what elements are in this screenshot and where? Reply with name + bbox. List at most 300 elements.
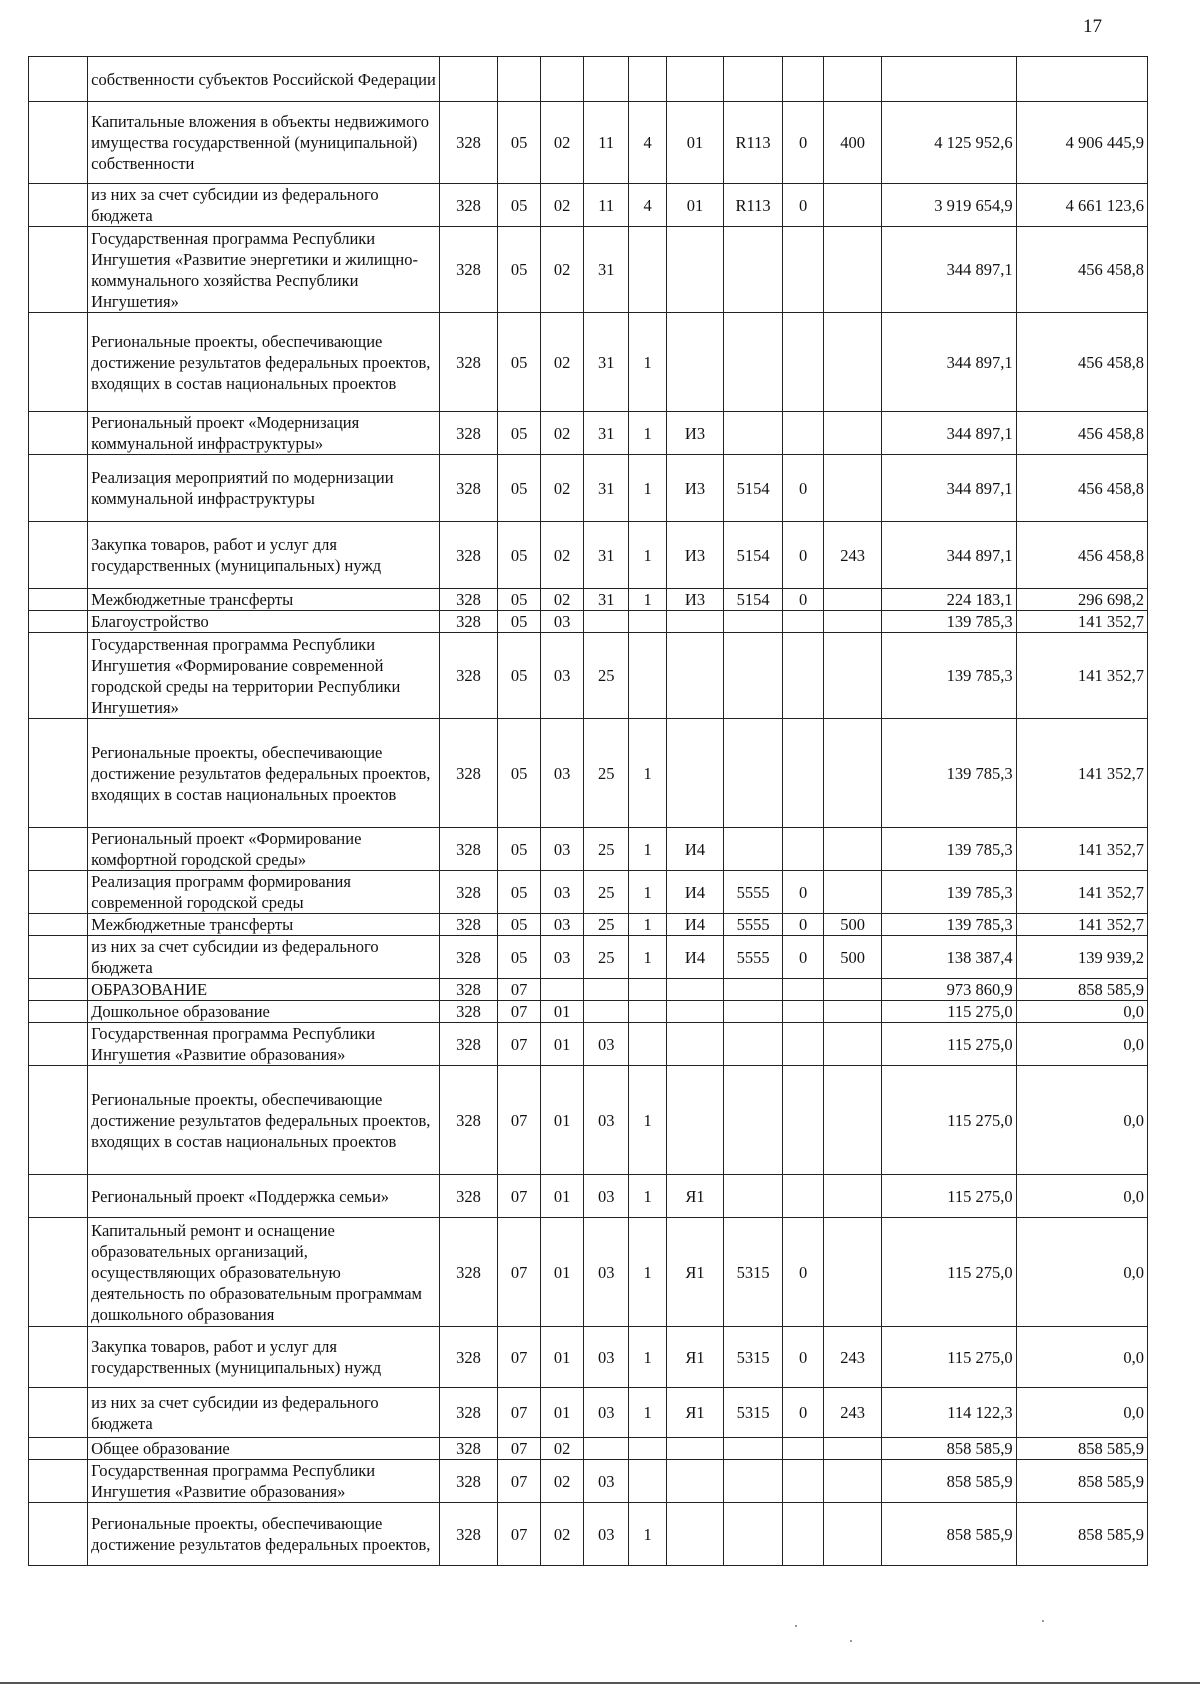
code-cell-c3: 01 <box>541 1388 584 1438</box>
code-cell-c6: Я1 <box>667 1175 724 1218</box>
code-cell-c9: 243 <box>824 522 882 589</box>
code-cell-c3: 01 <box>541 1001 584 1023</box>
code-cell-c5: 4 <box>629 102 667 184</box>
code-cell-c6 <box>667 1066 724 1175</box>
code-cell-c7: R113 <box>724 102 783 184</box>
code-cell-c4: 03 <box>584 1023 629 1066</box>
code-cell-c2: 05 <box>498 102 541 184</box>
amount-cell-year-1: 115 275,0 <box>882 1023 1016 1066</box>
amount-cell-year-2: 296 698,2 <box>1016 589 1147 611</box>
amount-cell-year-1: 139 785,3 <box>882 719 1016 828</box>
item-name-cell: Государственная программа Республики Ингушетия «Формирование современной городской среды на территории Республики Ингушетия» <box>88 633 440 719</box>
code-cell-c7: 5315 <box>724 1218 783 1327</box>
item-name-cell: Благоустройство <box>88 611 440 633</box>
item-name-cell: Региональные проекты, обеспечивающие достижение результатов федеральных проектов, входящих в состав национальных проектов <box>88 1066 440 1175</box>
code-cell-c4: 03 <box>584 1218 629 1327</box>
row-number-cell <box>29 455 88 522</box>
item-name-cell: Реализация программ формирования современной городской среды <box>88 871 440 914</box>
code-cell-c5: 1 <box>629 1175 667 1218</box>
item-name-cell: Капитальный ремонт и оснащение образовательных организаций, осуществляющих образовательную деятельность по образовательным программам дошкольного образования <box>88 1218 440 1327</box>
table-row <box>29 1438 1148 1460</box>
code-cell-c7: 5315 <box>724 1388 783 1438</box>
code-cell-c9 <box>824 979 882 1001</box>
code-cell-c8 <box>783 1503 824 1566</box>
table-row <box>29 102 1148 184</box>
code-cell-c9 <box>824 633 882 719</box>
table-row <box>29 1023 1148 1066</box>
amount-cell-year-1: 115 275,0 <box>882 1327 1016 1388</box>
table-row <box>29 936 1148 979</box>
code-cell-c3: 01 <box>541 1175 584 1218</box>
row-number-cell <box>29 1218 88 1327</box>
code-cell-c7: 5154 <box>724 589 783 611</box>
amount-cell-year-1: 344 897,1 <box>882 227 1016 313</box>
code-cell-c9 <box>824 455 882 522</box>
amount-cell-year-2: 141 352,7 <box>1016 871 1147 914</box>
amount-cell-year-1: 138 387,4 <box>882 936 1016 979</box>
table-row <box>29 1388 1148 1438</box>
code-cell-c5: 1 <box>629 936 667 979</box>
table-row <box>29 633 1148 719</box>
row-number-cell <box>29 1438 88 1460</box>
amount-cell-year-1: 114 122,3 <box>882 1388 1016 1438</box>
code-cell-c4 <box>584 1438 629 1460</box>
code-cell-c8: 0 <box>783 1388 824 1438</box>
code-cell-c2: 07 <box>498 1175 541 1218</box>
code-cell-c7 <box>724 57 783 102</box>
code-cell-c9: 400 <box>824 102 882 184</box>
code-cell-c5 <box>629 1001 667 1023</box>
scan-speck <box>795 1625 797 1627</box>
code-cell-c8 <box>783 1001 824 1023</box>
item-name-cell: Межбюджетные трансферты <box>88 589 440 611</box>
code-cell-c5: 1 <box>629 455 667 522</box>
amount-cell-year-2: 858 585,9 <box>1016 979 1147 1001</box>
code-cell-c5 <box>629 633 667 719</box>
code-cell-c7 <box>724 412 783 455</box>
row-number-cell <box>29 102 88 184</box>
item-name-cell: Общее образование <box>88 1438 440 1460</box>
code-cell-c8: 0 <box>783 589 824 611</box>
amount-cell-year-1: 115 275,0 <box>882 1175 1016 1218</box>
code-cell-c4: 11 <box>584 184 629 227</box>
code-cell-c5: 1 <box>629 828 667 871</box>
amount-cell-year-2: 141 352,7 <box>1016 633 1147 719</box>
code-cell-c6: И4 <box>667 914 724 936</box>
table-row <box>29 1460 1148 1503</box>
code-cell-c1: 328 <box>440 1023 498 1066</box>
item-name-cell: Государственная программа Республики Ингушетия «Развитие энергетики и жилищно-коммунального хозяйства Республики Ингушетия» <box>88 227 440 313</box>
code-cell-c4: 25 <box>584 633 629 719</box>
code-cell-c3: 02 <box>541 313 584 412</box>
row-number-cell <box>29 979 88 1001</box>
code-cell-c1: 328 <box>440 455 498 522</box>
code-cell-c4: 03 <box>584 1388 629 1438</box>
code-cell-c8 <box>783 719 824 828</box>
code-cell-c3: 02 <box>541 412 584 455</box>
code-cell-c2: 05 <box>498 184 541 227</box>
item-name-cell: Региональный проект «Модернизация коммунальной инфраструктуры» <box>88 412 440 455</box>
page-number: 17 <box>1083 16 1102 37</box>
code-cell-c9 <box>824 1066 882 1175</box>
code-cell-c9 <box>824 871 882 914</box>
table-row <box>29 611 1148 633</box>
code-cell-c6: И3 <box>667 412 724 455</box>
code-cell-c2: 05 <box>498 412 541 455</box>
amount-cell-year-2: 0,0 <box>1016 1066 1147 1175</box>
code-cell-c8 <box>783 313 824 412</box>
amount-cell-year-1: 344 897,1 <box>882 455 1016 522</box>
amount-cell-year-1: 858 585,9 <box>882 1438 1016 1460</box>
amount-cell-year-1: 858 585,9 <box>882 1460 1016 1503</box>
amount-cell-year-2: 141 352,7 <box>1016 611 1147 633</box>
row-number-cell <box>29 227 88 313</box>
code-cell-c3: 03 <box>541 611 584 633</box>
amount-cell-year-1: 344 897,1 <box>882 412 1016 455</box>
code-cell-c1: 328 <box>440 633 498 719</box>
scan-speck <box>850 1640 852 1642</box>
code-cell-c3 <box>541 57 584 102</box>
item-name-cell: Региональные проекты, обеспечивающие достижение результатов федеральных проектов, <box>88 1503 440 1566</box>
amount-cell-year-1: 139 785,3 <box>882 633 1016 719</box>
row-number-cell <box>29 57 88 102</box>
item-name-cell: Закупка товаров, работ и услуг для государственных (муниципальных) нужд <box>88 522 440 589</box>
row-number-cell <box>29 1327 88 1388</box>
code-cell-c1: 328 <box>440 522 498 589</box>
amount-cell-year-2: 858 585,9 <box>1016 1438 1147 1460</box>
code-cell-c4: 31 <box>584 589 629 611</box>
code-cell-c7 <box>724 227 783 313</box>
table-row <box>29 184 1148 227</box>
code-cell-c6: 01 <box>667 102 724 184</box>
code-cell-c6: И4 <box>667 871 724 914</box>
code-cell-c7 <box>724 1503 783 1566</box>
amount-cell-year-2: 4 906 445,9 <box>1016 102 1147 184</box>
code-cell-c9 <box>824 412 882 455</box>
code-cell-c5 <box>629 979 667 1001</box>
table-row <box>29 455 1148 522</box>
code-cell-c4: 31 <box>584 455 629 522</box>
table-body <box>29 57 1148 1566</box>
code-cell-c8 <box>783 1438 824 1460</box>
code-cell-c8: 0 <box>783 522 824 589</box>
code-cell-c5: 1 <box>629 1066 667 1175</box>
code-cell-c9 <box>824 1001 882 1023</box>
code-cell-c1: 328 <box>440 914 498 936</box>
code-cell-c2: 07 <box>498 1503 541 1566</box>
code-cell-c7: 5555 <box>724 914 783 936</box>
code-cell-c4: 03 <box>584 1503 629 1566</box>
code-cell-c5: 1 <box>629 412 667 455</box>
code-cell-c4: 25 <box>584 871 629 914</box>
item-name-cell: Региональный проект «Поддержка семьи» <box>88 1175 440 1218</box>
code-cell-c4: 03 <box>584 1327 629 1388</box>
row-number-cell <box>29 412 88 455</box>
row-number-cell <box>29 1503 88 1566</box>
amount-cell-year-1: 139 785,3 <box>882 828 1016 871</box>
code-cell-c5 <box>629 1438 667 1460</box>
amount-cell-year-1: 344 897,1 <box>882 522 1016 589</box>
code-cell-c3: 02 <box>541 184 584 227</box>
code-cell-c2: 07 <box>498 979 541 1001</box>
amount-cell-year-2: 4 661 123,6 <box>1016 184 1147 227</box>
code-cell-c2: 05 <box>498 828 541 871</box>
code-cell-c4: 25 <box>584 719 629 828</box>
code-cell-c1: 328 <box>440 227 498 313</box>
code-cell-c9 <box>824 57 882 102</box>
code-cell-c1: 328 <box>440 412 498 455</box>
code-cell-c2: 07 <box>498 1218 541 1327</box>
code-cell-c1: 328 <box>440 1218 498 1327</box>
code-cell-c7 <box>724 633 783 719</box>
code-cell-c5 <box>629 1460 667 1503</box>
code-cell-c2: 05 <box>498 455 541 522</box>
code-cell-c8: 0 <box>783 871 824 914</box>
item-name-cell: из них за счет субсидии из федерального бюджета <box>88 1388 440 1438</box>
code-cell-c7 <box>724 1460 783 1503</box>
code-cell-c1: 328 <box>440 1438 498 1460</box>
code-cell-c4: 03 <box>584 1175 629 1218</box>
code-cell-c6: И3 <box>667 455 724 522</box>
amount-cell-year-2: 858 585,9 <box>1016 1460 1147 1503</box>
code-cell-c8: 0 <box>783 1327 824 1388</box>
code-cell-c9 <box>824 227 882 313</box>
table-row <box>29 227 1148 313</box>
code-cell-c6 <box>667 1023 724 1066</box>
code-cell-c4: 25 <box>584 936 629 979</box>
item-name-cell: собственности субъектов Российской Федерации <box>88 57 440 102</box>
row-number-cell <box>29 633 88 719</box>
code-cell-c2: 05 <box>498 522 541 589</box>
code-cell-c3: 01 <box>541 1327 584 1388</box>
code-cell-c1: 328 <box>440 611 498 633</box>
item-name-cell: Государственная программа Республики Ингушетия «Развитие образования» <box>88 1460 440 1503</box>
table-row <box>29 1503 1148 1566</box>
item-name-cell: Региональные проекты, обеспечивающие достижение результатов федеральных проектов, входящих в состав национальных проектов <box>88 719 440 828</box>
row-number-cell <box>29 1175 88 1218</box>
code-cell-c8: 0 <box>783 184 824 227</box>
code-cell-c9 <box>824 1438 882 1460</box>
table-row <box>29 412 1148 455</box>
code-cell-c3: 02 <box>541 455 584 522</box>
code-cell-c3: 02 <box>541 522 584 589</box>
table-row <box>29 522 1148 589</box>
code-cell-c1: 328 <box>440 871 498 914</box>
code-cell-c5 <box>629 57 667 102</box>
amount-cell-year-2: 141 352,7 <box>1016 828 1147 871</box>
code-cell-c8 <box>783 633 824 719</box>
code-cell-c6: 01 <box>667 184 724 227</box>
code-cell-c1: 328 <box>440 1066 498 1175</box>
item-name-cell: Реализация мероприятий по модернизации коммунальной инфраструктуры <box>88 455 440 522</box>
code-cell-c8 <box>783 1023 824 1066</box>
code-cell-c3: 02 <box>541 589 584 611</box>
code-cell-c2: 05 <box>498 313 541 412</box>
code-cell-c8: 0 <box>783 1218 824 1327</box>
code-cell-c7 <box>724 719 783 828</box>
code-cell-c6 <box>667 1460 724 1503</box>
code-cell-c7 <box>724 1438 783 1460</box>
code-cell-c1: 328 <box>440 1388 498 1438</box>
code-cell-c8: 0 <box>783 914 824 936</box>
amount-cell-year-2 <box>1016 57 1147 102</box>
code-cell-c1: 328 <box>440 1327 498 1388</box>
item-name-cell: Закупка товаров, работ и услуг для государственных (муниципальных) нужд <box>88 1327 440 1388</box>
item-name-cell: из них за счет субсидии из федерального бюджета <box>88 184 440 227</box>
code-cell-c1: 328 <box>440 102 498 184</box>
amount-cell-year-1: 115 275,0 <box>882 1001 1016 1023</box>
code-cell-c4 <box>584 979 629 1001</box>
code-cell-c9: 243 <box>824 1388 882 1438</box>
code-cell-c5: 4 <box>629 184 667 227</box>
table-row <box>29 1066 1148 1175</box>
code-cell-c2: 05 <box>498 589 541 611</box>
row-number-cell <box>29 1388 88 1438</box>
code-cell-c3: 02 <box>541 102 584 184</box>
code-cell-c9: 243 <box>824 1327 882 1388</box>
amount-cell-year-2: 141 352,7 <box>1016 719 1147 828</box>
code-cell-c5: 1 <box>629 313 667 412</box>
code-cell-c1: 328 <box>440 1503 498 1566</box>
code-cell-c3: 01 <box>541 1023 584 1066</box>
code-cell-c7 <box>724 828 783 871</box>
code-cell-c6: Я1 <box>667 1218 724 1327</box>
code-cell-c5: 1 <box>629 871 667 914</box>
amount-cell-year-2: 456 458,8 <box>1016 227 1147 313</box>
amount-cell-year-2: 456 458,8 <box>1016 522 1147 589</box>
code-cell-c6 <box>667 57 724 102</box>
code-cell-c3: 03 <box>541 828 584 871</box>
item-name-cell: Региональные проекты, обеспечивающие достижение результатов федеральных проектов, входящих в состав национальных проектов <box>88 313 440 412</box>
amount-cell-year-2: 0,0 <box>1016 1023 1147 1066</box>
amount-cell-year-1: 139 785,3 <box>882 611 1016 633</box>
amount-cell-year-1: 858 585,9 <box>882 1503 1016 1566</box>
row-number-cell <box>29 589 88 611</box>
code-cell-c1: 328 <box>440 313 498 412</box>
code-cell-c7 <box>724 1066 783 1175</box>
row-number-cell <box>29 611 88 633</box>
code-cell-c8 <box>783 979 824 1001</box>
table-row <box>29 313 1148 412</box>
code-cell-c1: 328 <box>440 828 498 871</box>
code-cell-c3: 03 <box>541 936 584 979</box>
code-cell-c7 <box>724 1175 783 1218</box>
table-row <box>29 1218 1148 1327</box>
code-cell-c7: R113 <box>724 184 783 227</box>
code-cell-c9 <box>824 1460 882 1503</box>
code-cell-c7 <box>724 313 783 412</box>
code-cell-c5: 1 <box>629 719 667 828</box>
table-row <box>29 1001 1148 1023</box>
row-number-cell <box>29 719 88 828</box>
amount-cell-year-2: 141 352,7 <box>1016 914 1147 936</box>
code-cell-c6 <box>667 1438 724 1460</box>
budget-table <box>28 56 1148 1566</box>
code-cell-c3: 03 <box>541 633 584 719</box>
item-name-cell: Дошкольное образование <box>88 1001 440 1023</box>
table-row <box>29 871 1148 914</box>
amount-cell-year-2: 0,0 <box>1016 1388 1147 1438</box>
code-cell-c8 <box>783 1175 824 1218</box>
code-cell-c6 <box>667 227 724 313</box>
code-cell-c9 <box>824 589 882 611</box>
code-cell-c5: 1 <box>629 1388 667 1438</box>
code-cell-c9 <box>824 611 882 633</box>
code-cell-c2: 07 <box>498 1066 541 1175</box>
code-cell-c5: 1 <box>629 589 667 611</box>
code-cell-c2: 05 <box>498 611 541 633</box>
code-cell-c8: 0 <box>783 936 824 979</box>
code-cell-c3: 02 <box>541 1460 584 1503</box>
code-cell-c5 <box>629 1023 667 1066</box>
code-cell-c6: И3 <box>667 589 724 611</box>
code-cell-c2: 05 <box>498 719 541 828</box>
amount-cell-year-1: 139 785,3 <box>882 871 1016 914</box>
amount-cell-year-1: 115 275,0 <box>882 1218 1016 1327</box>
row-number-cell <box>29 871 88 914</box>
code-cell-c7: 5154 <box>724 455 783 522</box>
code-cell-c5: 1 <box>629 1327 667 1388</box>
table-row <box>29 719 1148 828</box>
code-cell-c2: 07 <box>498 1438 541 1460</box>
item-name-cell: из них за счет субсидии из федерального бюджета <box>88 936 440 979</box>
table-row <box>29 828 1148 871</box>
code-cell-c6 <box>667 1001 724 1023</box>
code-cell-c7: 5154 <box>724 522 783 589</box>
code-cell-c4: 11 <box>584 102 629 184</box>
table-row <box>29 589 1148 611</box>
code-cell-c3: 02 <box>541 227 584 313</box>
amount-cell-year-1: 973 860,9 <box>882 979 1016 1001</box>
code-cell-c9 <box>824 1218 882 1327</box>
code-cell-c3: 01 <box>541 1218 584 1327</box>
item-name-cell: ОБРАЗОВАНИЕ <box>88 979 440 1001</box>
code-cell-c2 <box>498 57 541 102</box>
amount-cell-year-2: 0,0 <box>1016 1001 1147 1023</box>
amount-cell-year-2: 139 939,2 <box>1016 936 1147 979</box>
code-cell-c5: 1 <box>629 914 667 936</box>
scan-speck <box>1042 1620 1044 1622</box>
row-number-cell <box>29 1460 88 1503</box>
code-cell-c4: 31 <box>584 313 629 412</box>
code-cell-c2: 07 <box>498 1001 541 1023</box>
table-row <box>29 979 1148 1001</box>
code-cell-c1: 328 <box>440 1175 498 1218</box>
code-cell-c4 <box>584 1001 629 1023</box>
code-cell-c5 <box>629 227 667 313</box>
code-cell-c6: Я1 <box>667 1327 724 1388</box>
code-cell-c5: 1 <box>629 1218 667 1327</box>
code-cell-c6: И3 <box>667 522 724 589</box>
code-cell-c2: 05 <box>498 633 541 719</box>
code-cell-c5 <box>629 611 667 633</box>
code-cell-c9 <box>824 719 882 828</box>
amount-cell-year-2: 456 458,8 <box>1016 313 1147 412</box>
code-cell-c1 <box>440 57 498 102</box>
item-name-cell: Межбюджетные трансферты <box>88 914 440 936</box>
table-row <box>29 1175 1148 1218</box>
code-cell-c9 <box>824 1503 882 1566</box>
code-cell-c6 <box>667 313 724 412</box>
code-cell-c8 <box>783 1066 824 1175</box>
table-row <box>29 57 1148 102</box>
code-cell-c2: 07 <box>498 1388 541 1438</box>
amount-cell-year-2: 858 585,9 <box>1016 1503 1147 1566</box>
code-cell-c8 <box>783 57 824 102</box>
row-number-cell <box>29 522 88 589</box>
amount-cell-year-2: 456 458,8 <box>1016 412 1147 455</box>
code-cell-c9 <box>824 1175 882 1218</box>
